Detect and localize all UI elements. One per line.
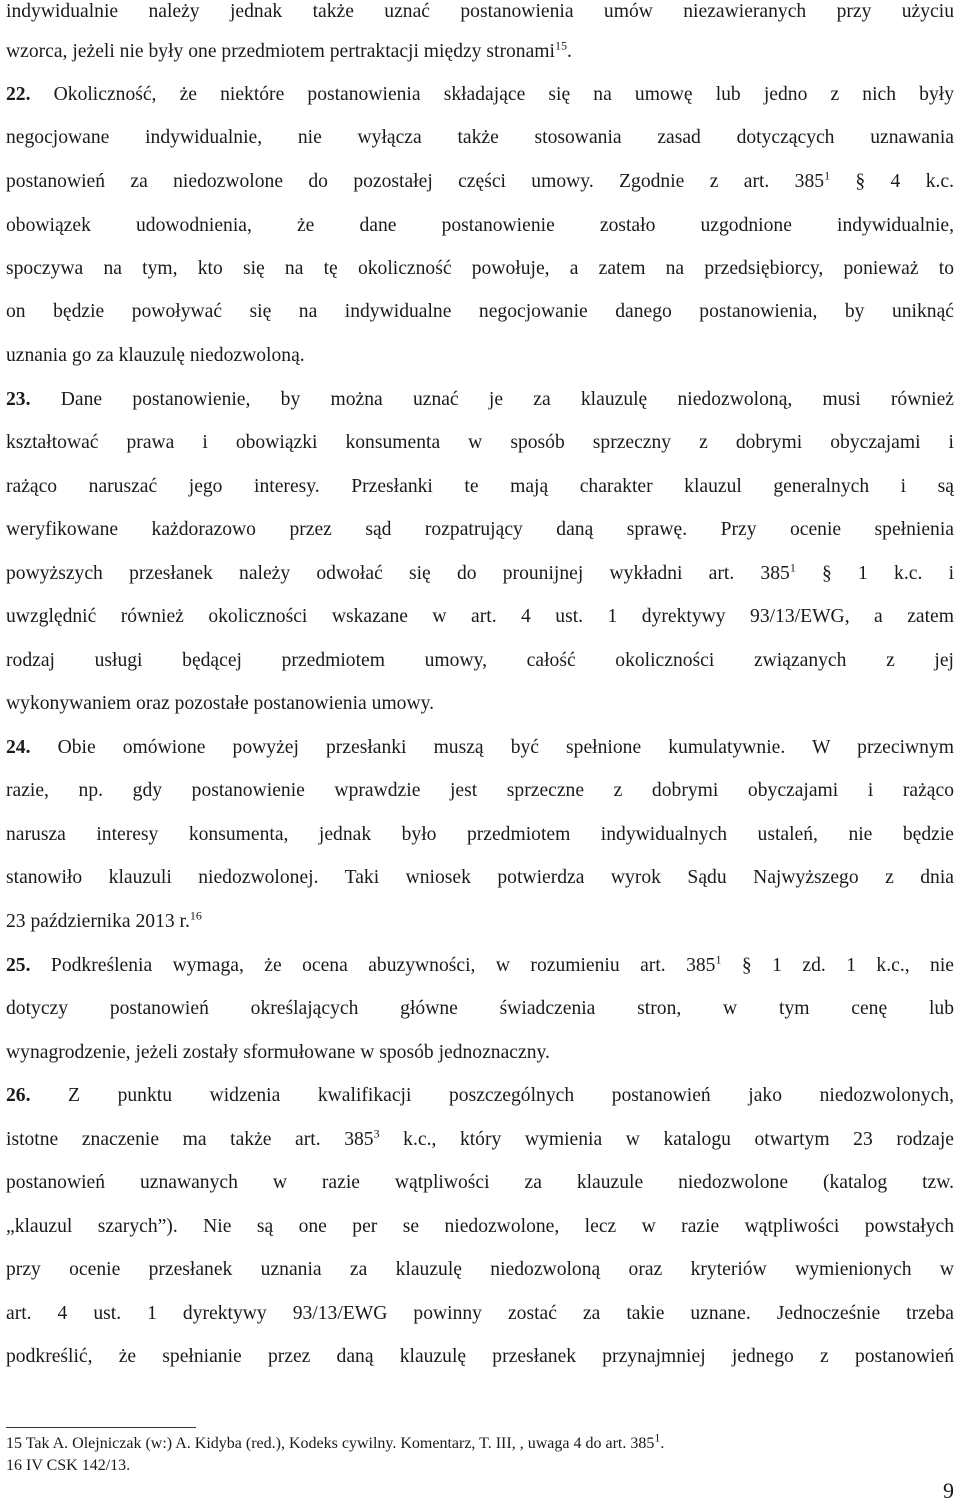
- text-line: [6, 605, 954, 629]
- line-text-tail: § 1 zd. 1 k.c., nie: [721, 955, 954, 976]
- superscript: 1: [715, 952, 722, 967]
- line-text: narusza interesy konsumenta, jednak było przedmiotem indywidualnych ustaleń, nie będzie: [6, 824, 954, 845]
- superscript: 3: [373, 1126, 380, 1141]
- text-line: [6, 823, 954, 847]
- text-line: [6, 562, 954, 586]
- text-line: [6, 126, 954, 150]
- line-text: istotne znaczenie ma także art. 385: [6, 1129, 374, 1150]
- line-text: „klauzul szarych”). Nie są one per se niedozwolone, lecz w razie wątpliwości powstałych: [6, 1216, 954, 1237]
- text-line: [6, 1084, 954, 1108]
- line-text-tail: .: [566, 41, 572, 62]
- superscript: 16: [189, 908, 202, 923]
- line-text: negocjowane indywidualnie, nie wyłącza także stosowania zasad dotyczących uznawania: [6, 127, 954, 148]
- text-line: [6, 300, 954, 324]
- text-line: [6, 649, 954, 673]
- text-line: [6, 736, 954, 760]
- line-text: uznania go za klauzulę niedozwoloną.: [6, 345, 305, 366]
- line-text: Z punktu widzenia kwalifikacji poszczególnych postanowień jako niedozwolonych,: [30, 1085, 954, 1106]
- line-text: Okoliczność, że niektóre postanowienia składające się na umowę lub jedno z nich były: [30, 84, 954, 105]
- line-text: obowiązek udowodnienia, że dane postanowienie zostało uzgodnione indywidualnie,: [6, 215, 954, 236]
- paragraph-number: 26.: [6, 1085, 31, 1106]
- line-text: rażąco naruszać jego interesy. Przesłanki te mają charakter klauzul generalnych i są: [6, 476, 954, 497]
- text-line: [6, 257, 954, 281]
- footnote: [6, 1430, 954, 1454]
- text-line: [6, 1041, 954, 1065]
- footnote-text: Tak A. Olejniczak (w:) A. Kidyba (red.), Kodeks cywilny. Komentarz, T. III, , uwaga 4 do art. 385: [22, 1435, 655, 1452]
- line-text-tail: k.c., który wymienia w katalogu otwartym 23 rodzaje: [379, 1129, 954, 1150]
- line-text: powyższych przesłanek należy odwołać się do prounijnej wykładni art. 385: [6, 563, 790, 584]
- footnote: [6, 1456, 954, 1476]
- line-text: wzorca, jeżeli nie były one przedmiotem pertraktacji między stronami: [6, 41, 555, 62]
- text-line: [6, 170, 954, 194]
- footnote-number: 15: [6, 1435, 22, 1452]
- text-line: [6, 779, 954, 803]
- text-line: [6, 1302, 954, 1326]
- text-line: [6, 214, 954, 238]
- line-text: podkreślić, że spełnianie przez daną klauzulę przesłanek przynajmniej jednego z postanowień: [6, 1346, 954, 1367]
- line-text: indywidualnie należy jednak także uznać postanowienia umów niezawieranych przy użyciu: [6, 1, 954, 22]
- line-text: spoczywa na tym, kto się na tę okoliczność powołuje, a zatem na przedsiębiorcy, ponieważ to: [6, 258, 954, 279]
- line-text: weryfikowane każdorazowo przez sąd rozpatrujący daną sprawę. Przy ocenie spełnienia: [6, 519, 954, 540]
- line-text: on będzie powoływać się na indywidualne negocjowanie danego postanowienia, by uniknąć: [6, 301, 954, 322]
- line-text: uwzględnić również okoliczności wskazane w art. 4 ust. 1 dyrektywy 93/13/EWG, a zatem: [6, 606, 954, 627]
- text-line: [6, 1258, 954, 1282]
- line-text: art. 4 ust. 1 dyrektywy 93/13/EWG powinny zostać za takie uznane. Jednocześnie trzeba: [6, 1303, 954, 1324]
- text-line: [6, 866, 954, 890]
- superscript: 1: [654, 1430, 661, 1445]
- footnote-text: IV CSK 142/13.: [22, 1457, 131, 1474]
- line-text: Podkreślenia wymaga, że ocena abuzywności, w rozumieniu art. 385: [30, 955, 716, 976]
- text-line: [6, 40, 954, 64]
- line-text: rodzaj usługi będącej przedmiotem umowy, całość okoliczności związanych z jej: [6, 650, 954, 671]
- footnote-divider: [6, 1427, 196, 1428]
- text-line: [6, 1128, 954, 1152]
- line-text: postanowień za niedozwolone do pozostałej części umowy. Zgodnie z art. 385: [6, 171, 825, 192]
- line-text: postanowień uznawanych w razie wątpliwości za klauzule niedozwolone (katalog tzw.: [6, 1172, 954, 1193]
- line-text: razie, np. gdy postanowienie wprawdzie jest sprzeczne z dobrymi obyczajami i rażąco: [6, 780, 954, 801]
- line-text-tail: § 1 k.c. i: [795, 563, 955, 584]
- text-line: [6, 475, 954, 499]
- text-line: [6, 344, 954, 368]
- line-text: Obie omówione powyżej przesłanki muszą być spełnione kumulatywnie. W przeciwnym: [30, 737, 954, 758]
- text-line: [6, 431, 954, 455]
- line-text: 23 października 2013 r.: [6, 911, 190, 932]
- line-text: dotyczy postanowień określających główne świadczenia stron, w tym cenę lub: [6, 998, 954, 1019]
- footnote-text-tail: .: [660, 1435, 665, 1452]
- paragraph-number: 24.: [6, 737, 31, 758]
- text-line: [6, 910, 954, 934]
- footnote-number: 16: [6, 1457, 22, 1474]
- text-line: [6, 997, 954, 1021]
- paragraph-number: 25.: [6, 955, 31, 976]
- text-line: [6, 518, 954, 542]
- line-text: przy ocenie przesłanek uznania za klauzulę niedozwoloną oraz kryteriów wymienionych w: [6, 1259, 954, 1280]
- line-text-tail: § 4 k.c.: [830, 171, 954, 192]
- line-text: wynagrodzenie, jeżeli zostały sformułowane w sposób jednoznaczny.: [6, 1042, 550, 1063]
- text-line: [6, 1171, 954, 1195]
- paragraph-number: 22.: [6, 84, 31, 105]
- text-line: [6, 1345, 954, 1369]
- line-text: Dane postanowienie, by można uznać je za klauzulę niedozwoloną, musi również: [30, 389, 954, 410]
- text-line: [6, 83, 954, 107]
- text-line: [6, 0, 954, 24]
- text-line: [6, 954, 954, 978]
- text-line: [6, 388, 954, 412]
- line-text: stanowiło klauzuli niedozwolonej. Taki wniosek potwierdza wyrok Sądu Najwyższego z dnia: [6, 867, 954, 888]
- line-text: wykonywaniem oraz pozostałe postanowienia umowy.: [6, 693, 435, 714]
- page-number: 9: [943, 1478, 954, 1503]
- superscript: 1: [824, 168, 831, 183]
- text-line: [6, 1215, 954, 1239]
- line-text: kształtować prawa i obowiązki konsumenta w sposób sprzeczny z dobrymi obyczajami i: [6, 432, 954, 453]
- superscript: 15: [554, 38, 567, 53]
- paragraph-number: 23.: [6, 389, 31, 410]
- superscript: 1: [789, 560, 796, 575]
- text-line: [6, 692, 954, 716]
